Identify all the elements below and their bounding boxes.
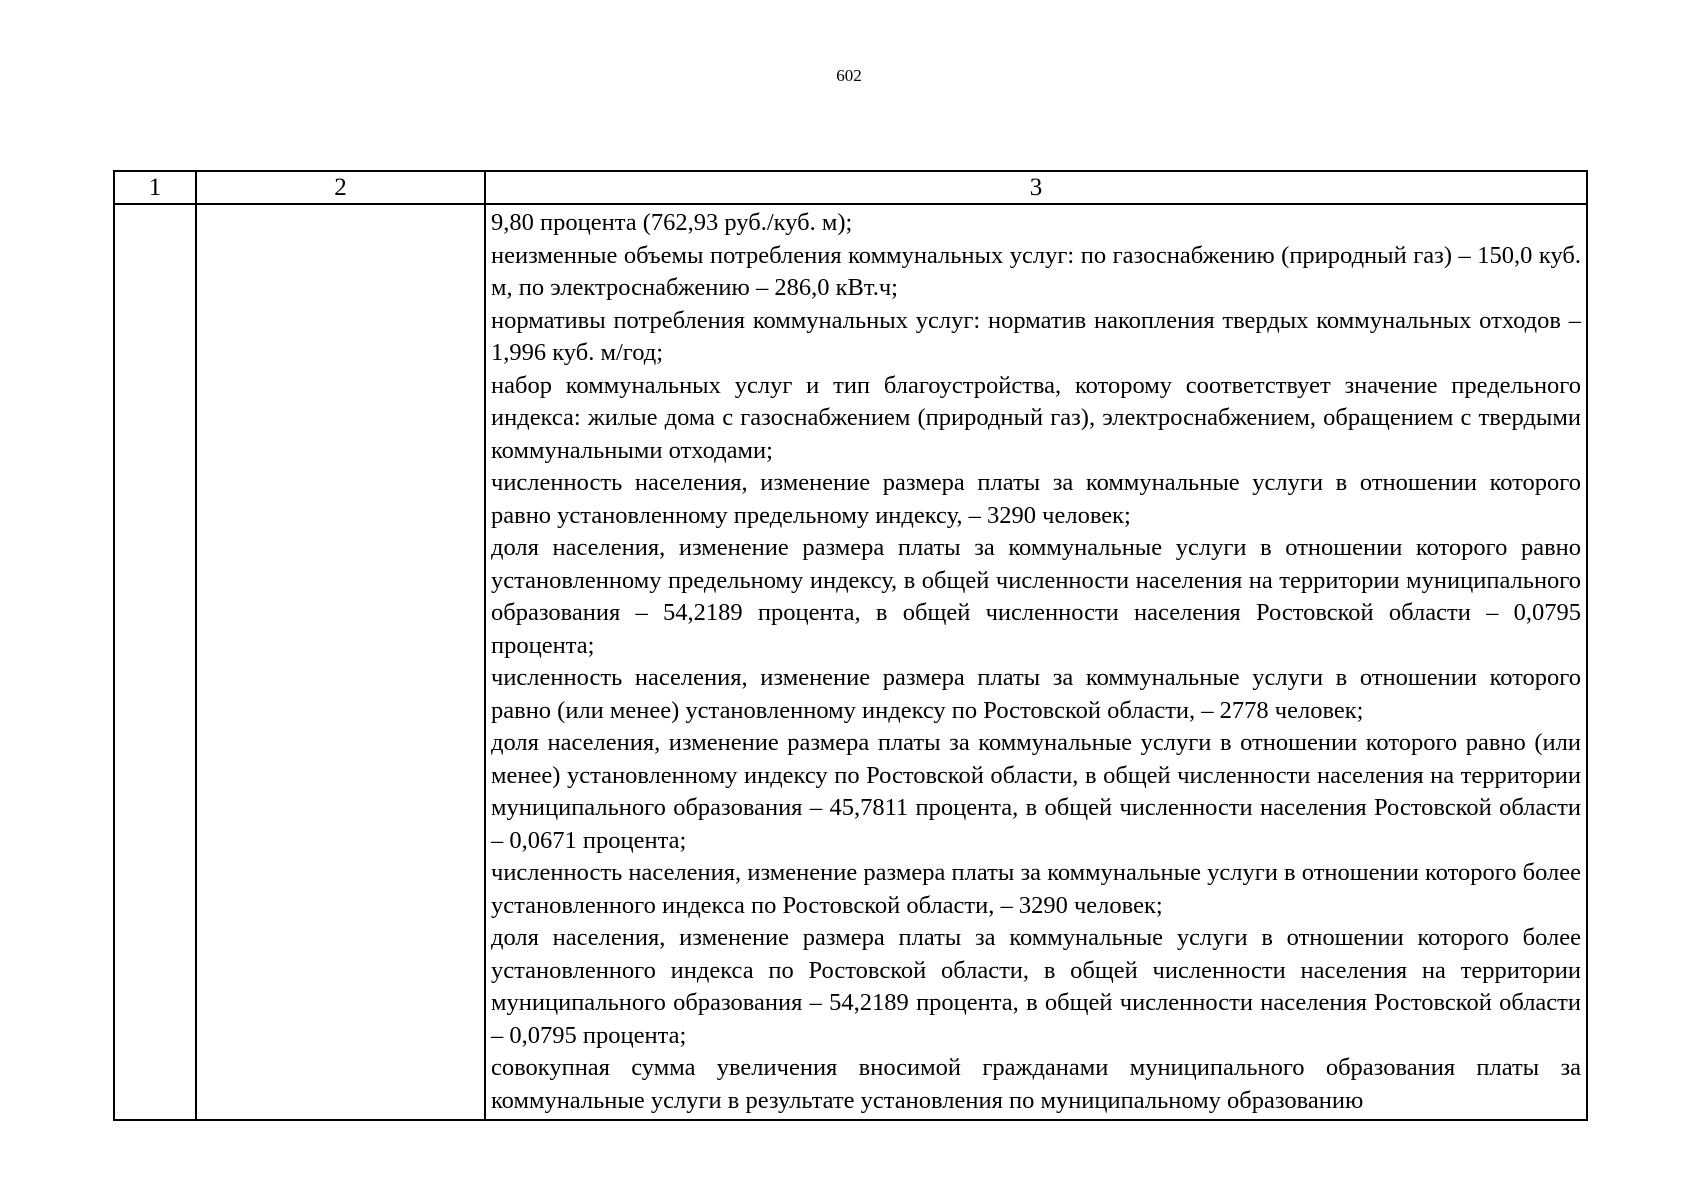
cell-column-1 [114, 204, 196, 1120]
column-header-2: 2 [196, 171, 485, 204]
paragraph: набор коммунальных услуг и тип благоустройства, которому соответствует значение предельного индекса: жилые дома с газоснабжением (природный газ), электроснабжением, обращением с твердыми коммунальными отходами; [491, 371, 1581, 464]
paragraph: численность населения, изменение размера платы за коммунальные услуги в отношении которого равно установленному предельному индексу, – 3290 человек; [491, 469, 1581, 529]
paragraph: доля населения, изменение размера платы за коммунальные услуги в отношении которого равно установленному предельному индексу, в общей численности населения на территории муниципального образования – 54,2189 процента, в общей численности населения Ростовской области – 0,0795 процента; [491, 534, 1581, 659]
cell-column-3 [485, 204, 1587, 1120]
cell-column-2 [196, 204, 485, 1120]
page-number: 602 [836, 66, 862, 85]
paragraph: совокупная сумма увеличения вносимой гражданами муниципального образования платы за коммунальные услуги в результате установления по муниципальному образованию [491, 1054, 1581, 1114]
paragraph: доля населения, изменение размера платы за коммунальные услуги в отношении которого более установленного индекса по Ростовской области, в общей численности населения на территории муниципального образования – 54,2189 процента, в общей численности населения Ростовской области – 0,0795 процента; [491, 924, 1581, 1049]
paragraph: нормативы потребления коммунальных услуг: норматив накопления твердых коммунальных отходов – 1,996 куб. м/год; [491, 306, 1581, 366]
document-table [113, 170, 1588, 1121]
table-row [114, 204, 1587, 1120]
column-3-text [486, 205, 1586, 1117]
paragraph: неизменные объемы потребления коммунальных услуг: по газоснабжению (природный газ) – 150,0 куб. м, по электроснабжению – 286,0 кВт.ч; [491, 241, 1581, 301]
paragraph: численность населения, изменение размера платы за коммунальные услуги в отношении которого равно (или менее) установленному индексу по Ростовской области, – 2778 человек; [491, 664, 1581, 724]
table-header-row [114, 171, 1587, 204]
column-header-1: 1 [114, 171, 196, 204]
paragraph: 9,80 процента (762,93 руб./куб. м); [491, 209, 853, 236]
paragraph: доля населения, изменение размера платы за коммунальные услуги в отношении которого равно (или менее) установленному индексу по Ростовской области, в общей численности населения на территории муниципального образования – 45,7811 процента, в общей численности населения Ростовской области – 0,0671 процента; [491, 729, 1581, 854]
paragraph: численность населения, изменение размера платы за коммунальные услуги в отношении которого более установленного индекса по Ростовской области, – 3290 человек; [491, 859, 1581, 919]
column-header-3: 3 [485, 171, 1587, 204]
